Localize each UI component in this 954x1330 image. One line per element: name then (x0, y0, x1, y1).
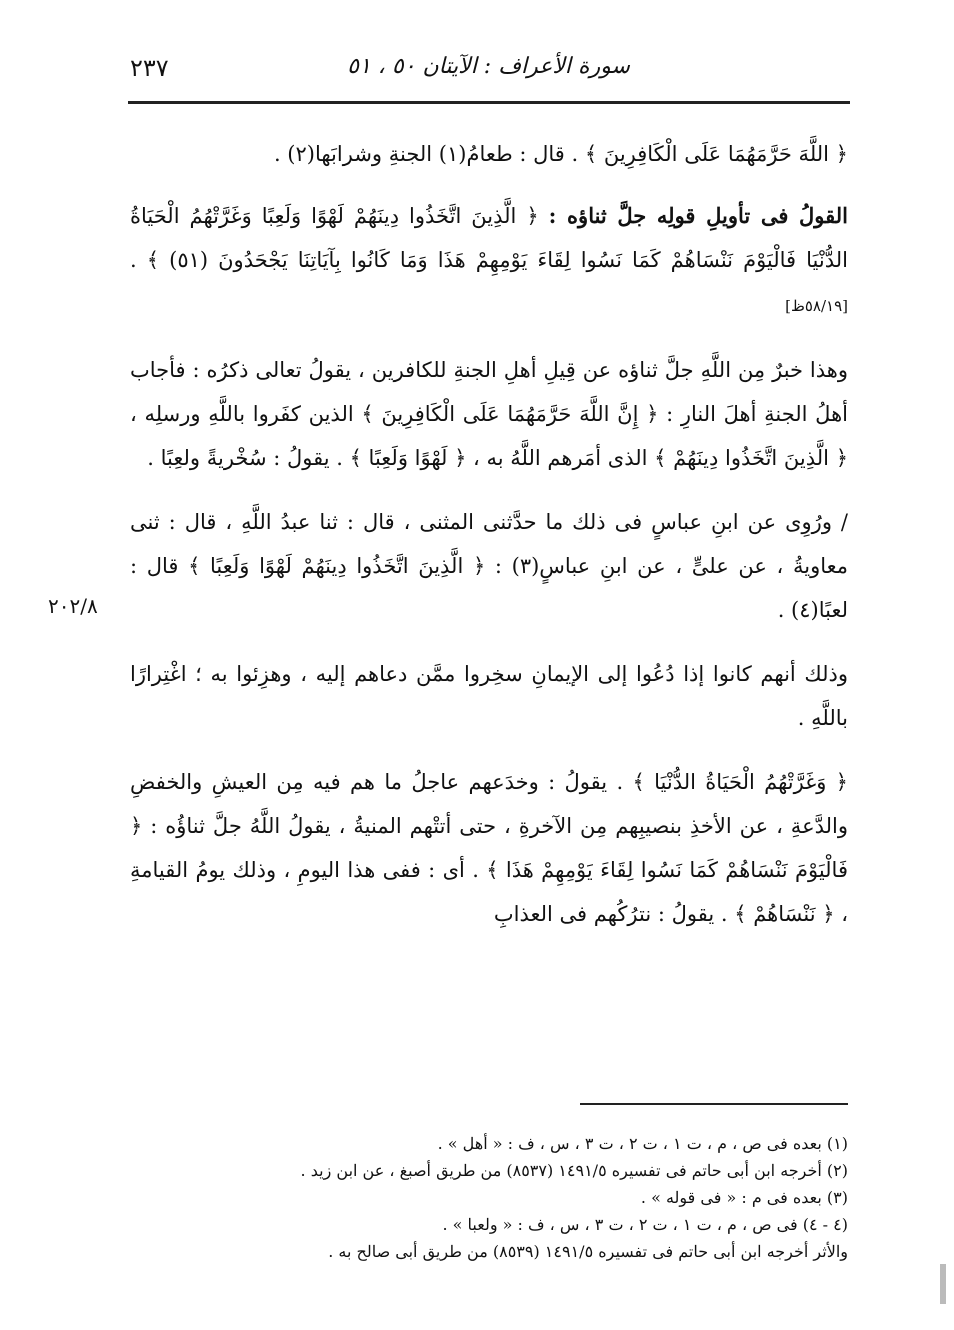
manuscript-reference: [٥٨/١٩ظ] (785, 297, 848, 315)
footnote: (١) بعده فى ص ، م ، ت ١ ، ت ٢ ، ت ٣ ، س ، ف : « أهل » . (437, 1134, 848, 1153)
section-heading: القولُ فى تأويلِ قولِه جلَّ ثناؤه : (548, 203, 848, 228)
main-text (130, 132, 848, 956)
footnote-rule (580, 1103, 848, 1105)
paragraph (130, 760, 848, 936)
running-title: سورة الأعراف : الآيتان ٥٠ ، ٥١ (347, 54, 630, 79)
footnote: والأثر أخرجه ابن أبى حاتم فى تفسيره ١٤٩١/٥ (٨٥٣٩) من طريق أبى صالح به . (328, 1242, 848, 1261)
paragraph (130, 652, 848, 740)
footnotes (180, 1130, 848, 1265)
page-header (120, 48, 850, 88)
paragraph-text: / ورُوِى عن ابنِ عباسٍ فى ذلك ما حدَّثنى المثنى ، قال : ثنا عبدُ اللَّهِ ، قال : ثنى معاويةُ ، عن علىٍّ ، عن ابنِ عباسٍ(٣) : ﴿ الَّذِينَ اتَّخَذُوا دِينَهُمْ لَهْوًا وَلَعِبًا ﴾ قال : لعبًا(٤) . (130, 510, 848, 622)
paragraph-text: وهذا خبرٌ مِن اللَّهِ جلَّ ثناؤه عن قِيلِ أهلِ الجنةِ للكافرين ، يقولُ تعالى ذكرُه : فأجاب أهلُ الجنةِ أهلَ النارِ : ﴿ إِنَّ اللَّهَ حَرَّمَهُمَا عَلَى الْكَافِرِينَ ﴾ الذين كفَروا باللَّهِ ورسلِه ، ﴿ الَّذِينَ اتَّخَذُوا دِينَهُمْ ﴾ الذى أمَرهم اللَّهُ به ، ﴿ لَهْوًا وَلَعِبًا ﴾ . يقولُ : سُخْريةً ولعِبًا . (130, 358, 848, 470)
paragraph-text: ﴿ الَّذِينَ اتَّخَذُوا دِينَهُمْ لَهْوًا وَلَعِبًا وَغَرَّتْهُمُ الْحَيَاةُ الدُّنْيَا فَالْيَوْمَ نَنْسَاهُمْ كَمَا نَسُوا لِقَاءَ يَوْمِهِمْ هَذَا وَمَا كَانُوا بِآيَاتِنَا يَجْحَدُونَ (٥١) ﴾ . (130, 204, 848, 272)
page-number: ٢٣٧ (130, 54, 169, 82)
paragraph (130, 500, 848, 632)
paragraph-text: ﴿ وَغَرَّتْهُمُ الْحَيَاةُ الدُّنْيَا ﴾ . يقولُ : وخدَعهم عاجلُ ما هم فيه مِن العيشِ والخفضِ والدَّعةِ ، عن الأخذِ بنصيبِهم مِن الآخرةِ ، حتى أتتْهم المنيةُ ، يقولُ اللَّهُ جلَّ ثناؤُه : ﴿ فَالْيَوْمَ نَنْسَاهُمْ كَمَا نَسُوا لِقَاءَ يَوْمِهِمْ هَذَا ﴾ . أى : ففى هذا اليومِ ، وذلك يومُ القيامةِ ، ﴿ نَنْسَاهُمْ ﴾ . يقولُ : نترُكُهم فى العذابِ (130, 770, 848, 926)
footnote: (٣) بعده فى م : « فى قوله » . (640, 1188, 848, 1207)
paragraph (130, 132, 848, 176)
footnote: (٢) أخرجه ابن أبى حاتم فى تفسيره ١٤٩١/٥ (٨٥٣٧) من طريق أصبغ ، عن ابن زيد . (300, 1161, 848, 1180)
paragraph-text: ﴿ اللَّهَ حَرَّمَهُمَا عَلَى الْكَافِرِينَ ﴾ . قال : طعامُ(١) الجنةِ وشرابَها(٢) . (273, 142, 848, 166)
paragraph (130, 348, 848, 480)
footnote: (٤ - ٤) فى ص ، م ، ت ١ ، ت ٢ ، ت ٣ ، س ، ف : « ولعبا » . (442, 1215, 848, 1234)
paragraph-text: وذلك أنهم كانوا إذا دُعُوا إلى الإيمانِ سخِروا ممَّن دعاهم إليه ، وهزِئوا به ؛ اغْتِرارًا باللَّهِ . (130, 662, 848, 730)
header-rule (128, 101, 850, 104)
scan-edge-mark (940, 1264, 946, 1304)
margin-reference: ٢٠٢/٨ (48, 594, 98, 618)
paragraph (130, 194, 848, 328)
